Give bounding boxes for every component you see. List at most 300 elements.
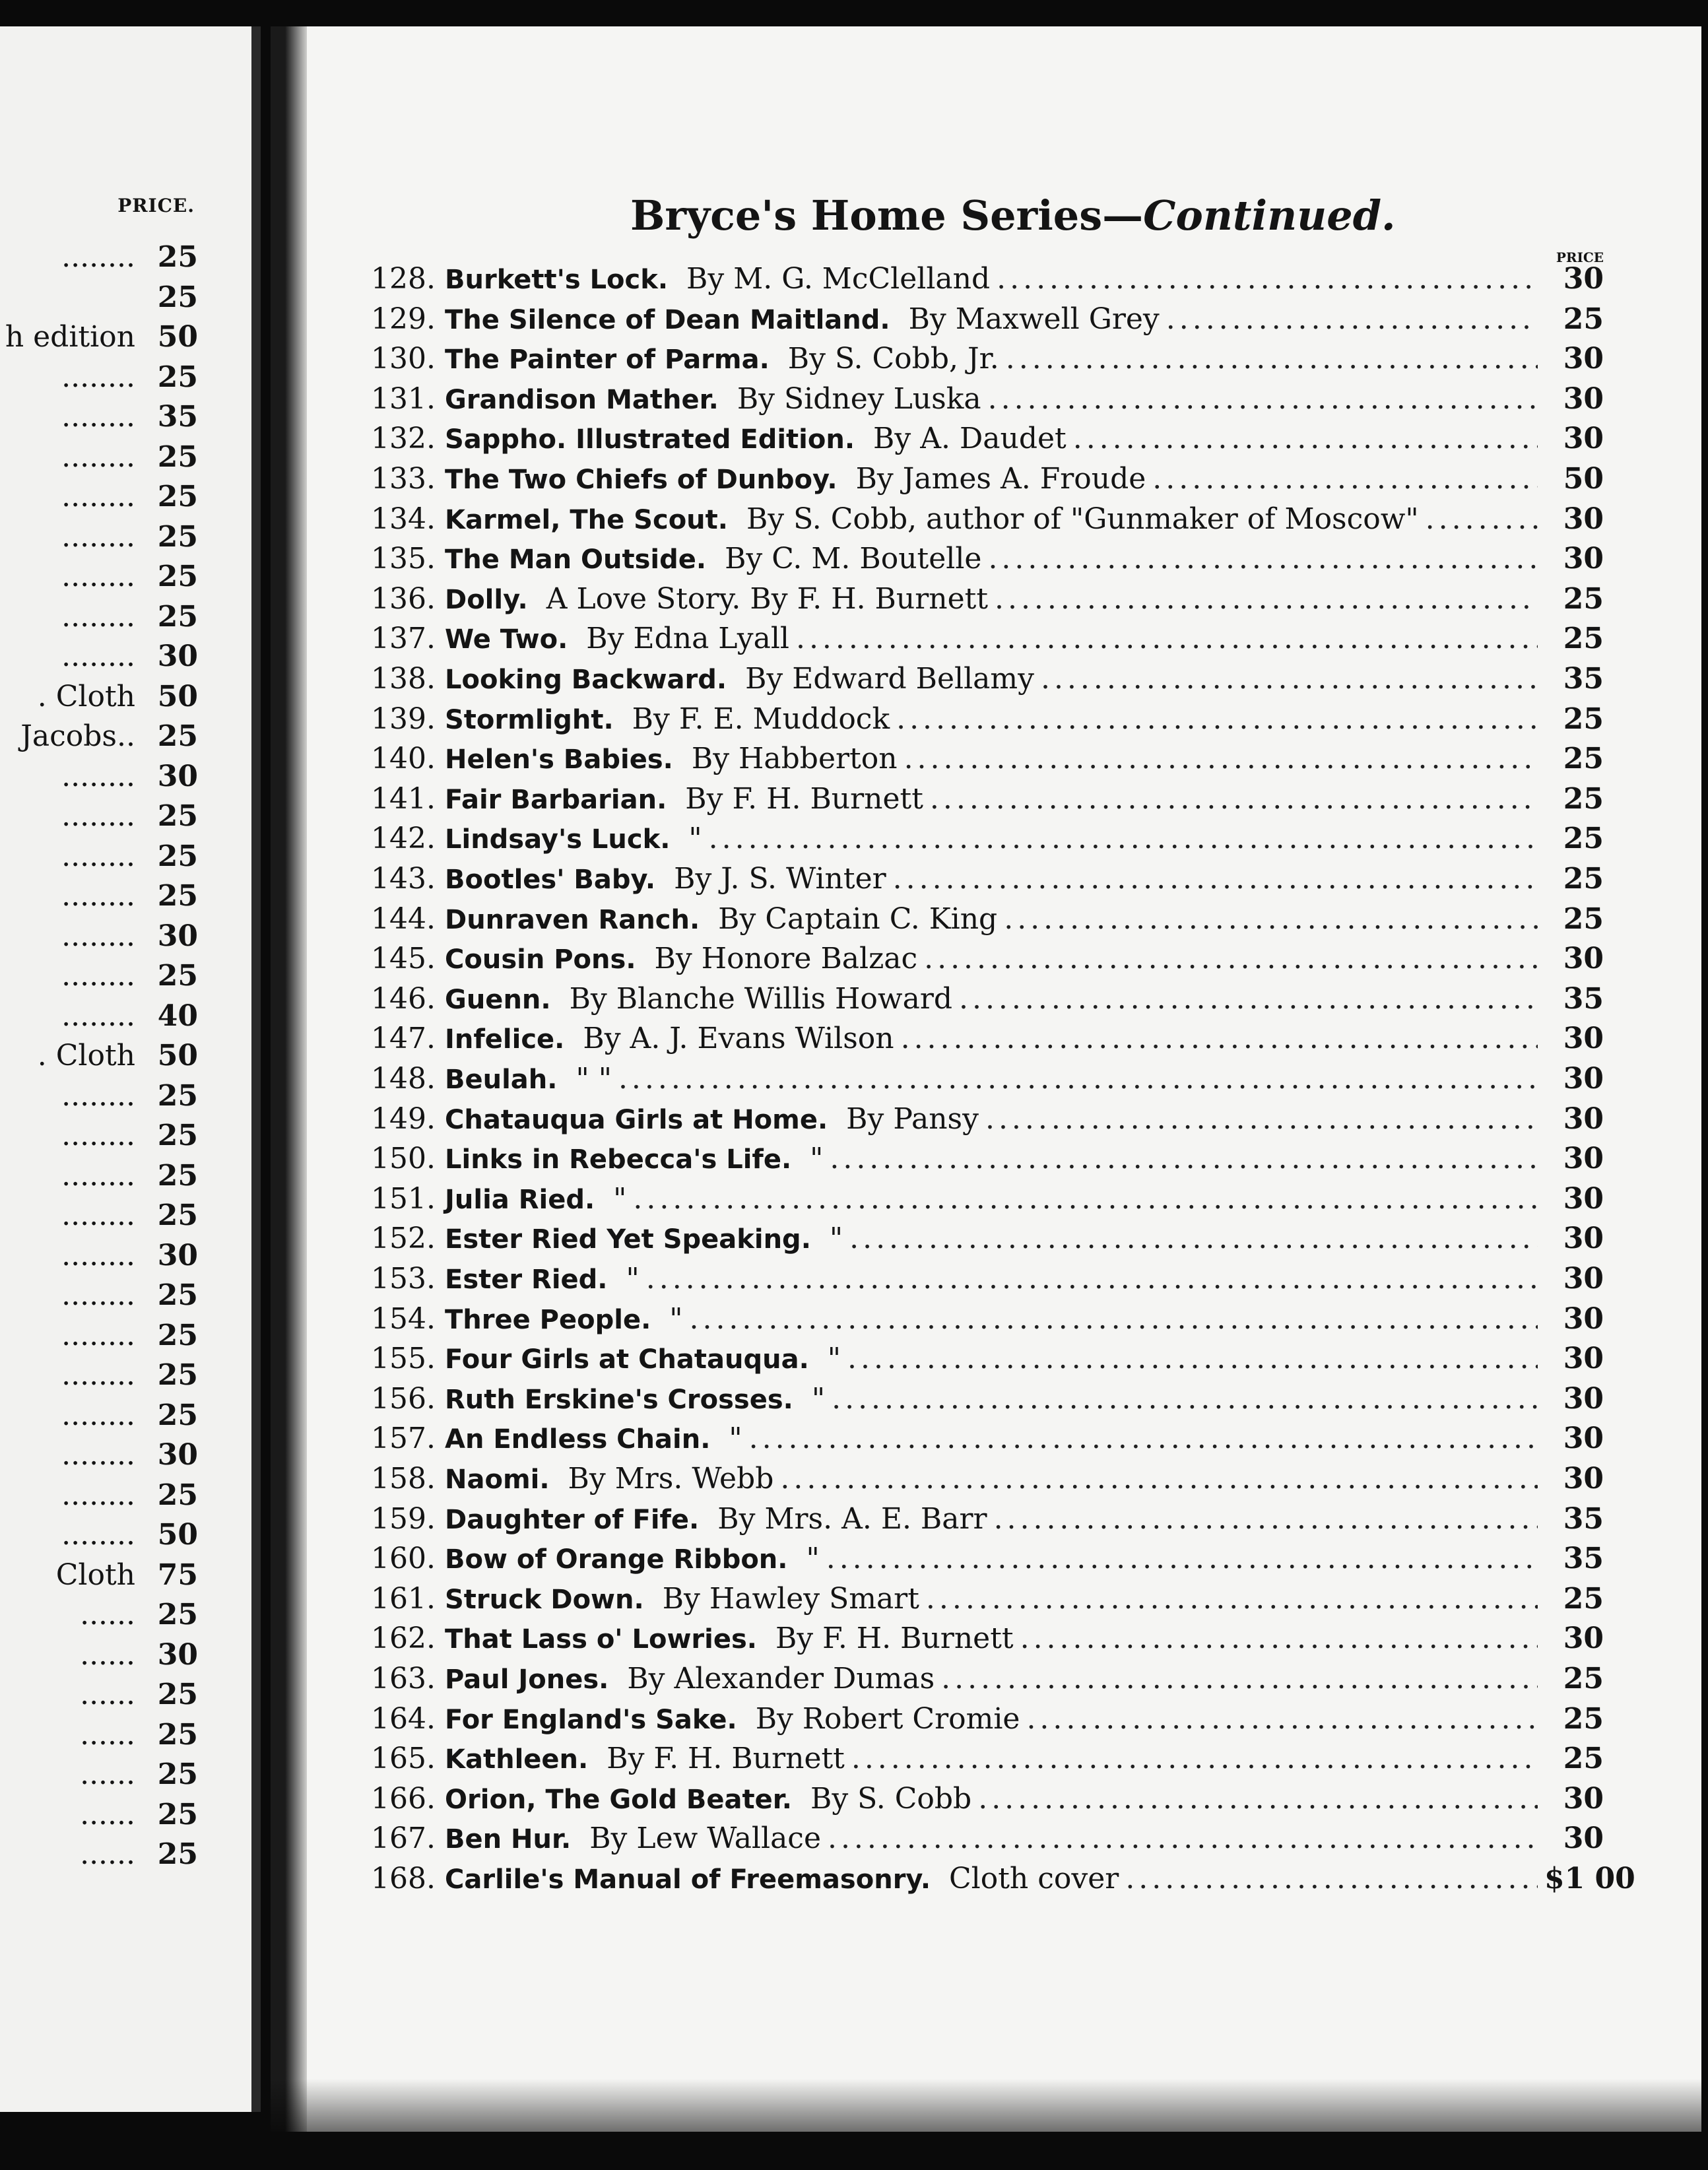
entry-price: 30 bbox=[1563, 381, 1604, 416]
entry-number: 167. bbox=[371, 1822, 436, 1856]
entry-title: Bow of Orange Ribbon. bbox=[445, 1544, 788, 1575]
entry-title: Grandison Mather. bbox=[445, 384, 719, 415]
left-row-text: ...... bbox=[80, 1837, 135, 1871]
entry-number: 145. bbox=[371, 942, 436, 976]
entry-author: By Maxwell Grey bbox=[908, 302, 1160, 336]
entry-number: 144. bbox=[371, 902, 436, 936]
entry-author: By F. H. Burnett bbox=[685, 781, 923, 816]
left-list-row bbox=[0, 438, 198, 477]
entry-number: 149. bbox=[371, 1101, 436, 1136]
entry-author: " bbox=[613, 1181, 627, 1216]
entry-title: An Endless Chain. bbox=[445, 1424, 711, 1455]
entry-number: 139. bbox=[371, 702, 436, 736]
entry-title: The Man Outside. bbox=[445, 544, 707, 575]
dot-leader bbox=[1041, 659, 1538, 699]
left-list-row bbox=[0, 317, 198, 357]
dot-leader bbox=[847, 1338, 1538, 1379]
left-list-row bbox=[0, 557, 198, 597]
left-row-text: ........ bbox=[61, 919, 135, 953]
entry-number: 142. bbox=[371, 822, 436, 856]
entry-price: 30 bbox=[1563, 422, 1604, 456]
entry-price: 30 bbox=[1563, 1462, 1604, 1496]
entry-number: 165. bbox=[371, 1742, 436, 1776]
entry-price: 25 bbox=[1563, 822, 1604, 856]
entry-number: 164. bbox=[371, 1701, 436, 1736]
book-entry bbox=[363, 1499, 1604, 1539]
entry-author: By Captain C. King bbox=[718, 902, 998, 936]
left-list-row bbox=[0, 1635, 198, 1675]
entry-price: 25 bbox=[1563, 902, 1604, 936]
dot-leader bbox=[1006, 339, 1538, 379]
continued-label: Continued. bbox=[1143, 191, 1396, 240]
entry-price: 35 bbox=[1563, 981, 1604, 1016]
dot-leader bbox=[1152, 459, 1538, 499]
left-list-row bbox=[0, 1715, 198, 1755]
left-row-price: 25 bbox=[157, 799, 198, 833]
entry-price: 25 bbox=[1563, 702, 1604, 736]
left-list-row bbox=[0, 637, 198, 676]
dot-leader bbox=[896, 699, 1538, 739]
book-entry bbox=[363, 699, 1604, 739]
left-row-price: 50 bbox=[157, 679, 198, 713]
entry-price: 30 bbox=[1563, 262, 1604, 296]
left-row-text: ........ bbox=[61, 560, 135, 593]
entry-price: 25 bbox=[1563, 781, 1604, 816]
left-list-row bbox=[0, 1556, 198, 1595]
left-row-price: 25 bbox=[157, 360, 198, 394]
dot-leader bbox=[904, 739, 1538, 779]
left-row-text: h edition bbox=[5, 320, 135, 354]
left-row-text: ........ bbox=[61, 1478, 135, 1512]
dot-leader bbox=[851, 1738, 1538, 1779]
left-row-text: ........ bbox=[61, 640, 135, 673]
left-list-row bbox=[0, 677, 198, 717]
entry-number: 135. bbox=[371, 542, 436, 576]
left-row-price: 25 bbox=[157, 560, 198, 593]
entry-price: 30 bbox=[1563, 1062, 1604, 1096]
entry-title: Chatauqua Girls at Home. bbox=[445, 1104, 828, 1135]
entry-author: By F. H. Burnett bbox=[607, 1742, 845, 1776]
entry-number: 132. bbox=[371, 422, 436, 456]
left-row-text: ........ bbox=[61, 1318, 135, 1352]
entry-price: $1 00 bbox=[1544, 1862, 1635, 1895]
left-row-text: ........ bbox=[61, 1078, 135, 1113]
dot-leader bbox=[959, 979, 1538, 1019]
entry-price: 30 bbox=[1563, 1142, 1604, 1176]
book-entry bbox=[363, 938, 1604, 979]
book-entry bbox=[363, 1579, 1604, 1619]
left-list-row bbox=[0, 757, 198, 797]
left-row-price: 25 bbox=[157, 1717, 198, 1752]
book-entry bbox=[363, 1699, 1604, 1739]
entry-author: By M. G. McClelland bbox=[686, 262, 991, 296]
left-row-price: 25 bbox=[157, 719, 198, 753]
entry-number: 131. bbox=[371, 381, 436, 416]
left-list-row bbox=[0, 1515, 198, 1555]
dot-leader bbox=[930, 779, 1538, 819]
book-entry bbox=[363, 1538, 1604, 1579]
left-row-text: ...... bbox=[80, 1717, 135, 1752]
left-row-price: 25 bbox=[157, 1478, 198, 1512]
dot-leader bbox=[633, 1179, 1538, 1219]
entry-author: By A. Daudet bbox=[873, 422, 1067, 456]
left-list-row bbox=[0, 917, 198, 956]
book-entry bbox=[363, 979, 1604, 1019]
left-row-price: 25 bbox=[157, 440, 198, 474]
dot-leader bbox=[926, 1579, 1538, 1619]
entry-price: 30 bbox=[1563, 1781, 1604, 1816]
book-entry bbox=[363, 1299, 1604, 1339]
entry-title: Looking Backward. bbox=[445, 665, 727, 695]
entry-price: 25 bbox=[1563, 581, 1604, 616]
left-row-price: 50 bbox=[157, 320, 198, 354]
entry-number: 152. bbox=[371, 1222, 436, 1256]
entry-author: By Edward Bellamy bbox=[745, 662, 1034, 696]
left-row-price: 50 bbox=[157, 1518, 198, 1552]
left-list-row bbox=[0, 1675, 198, 1715]
left-row-price: 30 bbox=[157, 919, 198, 953]
book-entry bbox=[363, 259, 1604, 299]
left-row-text: ........ bbox=[61, 1238, 135, 1272]
left-list-row bbox=[0, 1396, 198, 1435]
entry-number: 156. bbox=[371, 1381, 436, 1416]
left-list-row bbox=[0, 238, 198, 277]
entry-number: 128. bbox=[371, 262, 436, 296]
left-list-row bbox=[0, 477, 198, 517]
entry-number: 159. bbox=[371, 1501, 436, 1536]
dot-leader bbox=[941, 1659, 1538, 1699]
entry-author: " bbox=[827, 1342, 841, 1376]
left-row-text: ........ bbox=[61, 519, 135, 554]
book-entry bbox=[363, 1179, 1604, 1219]
entry-author: By A. J. Evans Wilson bbox=[583, 1022, 894, 1056]
dot-leader bbox=[709, 818, 1538, 859]
entry-number: 141. bbox=[371, 781, 436, 816]
book-entry bbox=[363, 818, 1604, 859]
book-entry bbox=[363, 1218, 1604, 1259]
entry-title: The Painter of Parma. bbox=[445, 345, 770, 376]
dot-leader bbox=[997, 259, 1538, 299]
entry-title: Sappho. Illustrated Edition. bbox=[445, 424, 855, 455]
dot-leader bbox=[1073, 418, 1538, 459]
book-entry bbox=[363, 1099, 1604, 1139]
left-row-price: 30 bbox=[157, 1438, 198, 1472]
entry-title: We Two. bbox=[445, 624, 568, 655]
left-list-row bbox=[0, 1755, 198, 1794]
entry-author: " bbox=[811, 1381, 826, 1416]
entry-price: 50 bbox=[1563, 462, 1604, 496]
entry-title: Infelice. bbox=[445, 1024, 565, 1055]
book-entry bbox=[363, 1779, 1604, 1819]
dot-leader bbox=[618, 1059, 1538, 1099]
entry-title: Orion, The Gold Beater. bbox=[445, 1784, 792, 1815]
entry-title: The Two Chiefs of Dunboy. bbox=[445, 465, 838, 495]
book-entry bbox=[363, 1738, 1604, 1779]
entry-author: " bbox=[806, 1542, 820, 1576]
left-row-text: Cloth bbox=[55, 1558, 135, 1592]
left-row-text: ........ bbox=[61, 1278, 135, 1312]
dot-leader bbox=[826, 1538, 1538, 1579]
book-entry bbox=[363, 859, 1604, 899]
left-list-row bbox=[0, 797, 198, 836]
left-list-row bbox=[0, 1236, 198, 1276]
entry-price: 25 bbox=[1563, 862, 1604, 896]
book-entry bbox=[363, 299, 1604, 339]
book-entry bbox=[363, 618, 1604, 659]
entry-author: By Edna Lyall bbox=[586, 622, 789, 656]
dot-leader bbox=[749, 1418, 1538, 1459]
entry-title: Carlile's Manual of Freemasonry. bbox=[445, 1864, 931, 1895]
left-row-text: ........ bbox=[61, 839, 135, 873]
dot-leader bbox=[978, 1779, 1538, 1819]
entry-number: 147. bbox=[371, 1022, 436, 1056]
left-list-row bbox=[0, 837, 198, 876]
entry-author: By Pansy bbox=[846, 1101, 979, 1136]
entry-number: 161. bbox=[371, 1581, 436, 1616]
entry-price: 30 bbox=[1563, 1181, 1604, 1216]
dot-leader bbox=[994, 1499, 1538, 1539]
left-row-text: . Cloth bbox=[37, 679, 135, 713]
dot-leader bbox=[985, 1099, 1538, 1139]
entry-number: 150. bbox=[371, 1142, 436, 1176]
left-row-price: 25 bbox=[157, 1678, 198, 1711]
left-row-text: Jacobs.. bbox=[20, 719, 135, 753]
entry-number: 166. bbox=[371, 1781, 436, 1816]
book-entry bbox=[363, 779, 1604, 819]
dot-leader bbox=[1026, 1699, 1538, 1739]
book-entry bbox=[363, 1659, 1604, 1699]
entry-author: By Robert Cromie bbox=[755, 1701, 1020, 1736]
left-row-price: 30 bbox=[157, 1238, 198, 1272]
entry-price: 25 bbox=[1563, 742, 1604, 776]
book-entry bbox=[363, 459, 1604, 499]
entry-title: Links in Rebecca's Life. bbox=[445, 1144, 792, 1175]
left-row-text: ........ bbox=[61, 759, 135, 793]
left-row-price: 25 bbox=[157, 1078, 198, 1113]
dot-leader bbox=[849, 1218, 1538, 1259]
entry-title: For England's Sake. bbox=[445, 1704, 737, 1735]
entry-author: By S. Cobb bbox=[810, 1781, 972, 1816]
entry-title: Struck Down. bbox=[445, 1584, 644, 1615]
series-title: Bryce's Home Series— bbox=[630, 191, 1144, 240]
entry-price: 25 bbox=[1563, 1581, 1604, 1616]
page-shadow bbox=[271, 2079, 1701, 2132]
entry-title: Three People. bbox=[445, 1304, 651, 1335]
left-list-row bbox=[0, 278, 198, 317]
entry-title: Burkett's Lock. bbox=[445, 265, 669, 295]
left-row-text: ........ bbox=[61, 1398, 135, 1432]
left-row-text: ........ bbox=[61, 799, 135, 833]
left-list-row bbox=[0, 1356, 198, 1395]
entry-price: 30 bbox=[1563, 1622, 1604, 1656]
dot-leader bbox=[828, 1818, 1538, 1858]
entry-author: By Habberton bbox=[691, 742, 898, 776]
entry-price: 30 bbox=[1563, 1101, 1604, 1136]
left-row-price: 25 bbox=[157, 280, 198, 314]
entry-author: By F. H. Burnett bbox=[775, 1622, 1014, 1656]
left-list-row bbox=[0, 397, 198, 437]
entry-number: 137. bbox=[371, 622, 436, 656]
dot-leader bbox=[1125, 1858, 1538, 1899]
left-row-text: ........ bbox=[61, 1438, 135, 1472]
entry-title: Ben Hur. bbox=[445, 1824, 572, 1855]
left-page-fragment bbox=[0, 26, 261, 2112]
entry-title: Helen's Babies. bbox=[445, 744, 673, 775]
left-list-row bbox=[0, 1156, 198, 1196]
entry-author: By Lew Wallace bbox=[589, 1822, 821, 1856]
entry-number: 154. bbox=[371, 1301, 436, 1336]
entry-price: 30 bbox=[1563, 1222, 1604, 1256]
left-row-price: 25 bbox=[157, 1358, 198, 1392]
dot-leader bbox=[988, 379, 1538, 419]
left-list-row bbox=[0, 997, 198, 1036]
entry-title: Ester Ried Yet Speaking. bbox=[445, 1224, 811, 1255]
left-row-price: 25 bbox=[157, 480, 198, 513]
entry-number: 160. bbox=[371, 1542, 436, 1576]
left-list-row bbox=[0, 1595, 198, 1635]
book-entry bbox=[363, 379, 1604, 419]
entry-number: 130. bbox=[371, 342, 436, 376]
left-list-row bbox=[0, 1435, 198, 1475]
book-entry bbox=[363, 1818, 1604, 1858]
entry-number: 157. bbox=[371, 1422, 436, 1456]
entry-number: 138. bbox=[371, 662, 436, 696]
entry-title: The Silence of Dean Maitland. bbox=[445, 304, 890, 335]
book-entry bbox=[363, 1018, 1604, 1059]
entry-price: 30 bbox=[1563, 1422, 1604, 1456]
entry-author: By S. Cobb, author of "Gunmaker of Moscow" bbox=[746, 502, 1419, 536]
left-row-price: 25 bbox=[157, 1797, 198, 1831]
entry-title: Lindsay's Luck. bbox=[445, 824, 671, 855]
entry-price: 30 bbox=[1563, 1022, 1604, 1056]
entry-title: Fair Barbarian. bbox=[445, 784, 667, 815]
left-row-text: ........ bbox=[61, 959, 135, 993]
left-row-price: 25 bbox=[157, 1758, 198, 1791]
left-row-price: 25 bbox=[157, 879, 198, 913]
left-row-price: 25 bbox=[157, 1158, 198, 1193]
book-entry bbox=[363, 739, 1604, 779]
entry-price: 30 bbox=[1563, 502, 1604, 536]
entry-title: Ester Ried. bbox=[445, 1265, 608, 1295]
dot-leader bbox=[796, 618, 1538, 659]
left-row-price: 25 bbox=[157, 1598, 198, 1631]
left-list-row bbox=[0, 1076, 198, 1116]
entry-author: By Blanche Willis Howard bbox=[569, 981, 953, 1016]
dot-leader bbox=[1020, 1618, 1538, 1659]
entry-author: By C. M. Boutelle bbox=[725, 542, 982, 576]
left-row-text: ........ bbox=[61, 599, 135, 634]
entry-author: " bbox=[626, 1262, 640, 1296]
entry-title: Naomi. bbox=[445, 1464, 550, 1495]
book-entry bbox=[363, 1858, 1635, 1899]
entry-author: By Honore Balzac bbox=[654, 942, 918, 976]
entry-title: Dolly. bbox=[445, 584, 528, 615]
left-list-row bbox=[0, 1116, 198, 1156]
book-entry bbox=[363, 539, 1604, 579]
left-row-price: 25 bbox=[157, 1398, 198, 1432]
entry-author: Cloth cover bbox=[949, 1862, 1119, 1895]
left-list-row bbox=[0, 876, 198, 916]
left-row-price: 75 bbox=[157, 1558, 198, 1592]
dot-leader bbox=[646, 1259, 1538, 1299]
left-price-header: PRICE. bbox=[117, 195, 195, 216]
dot-leader bbox=[901, 1018, 1538, 1059]
entry-price: 30 bbox=[1563, 1822, 1604, 1856]
book-entry bbox=[363, 1459, 1604, 1499]
entry-title: Paul Jones. bbox=[445, 1664, 609, 1695]
entry-author: " " bbox=[575, 1062, 612, 1096]
dot-leader bbox=[830, 1138, 1538, 1179]
entry-title: Guenn. bbox=[445, 984, 551, 1015]
book-entry bbox=[363, 339, 1604, 379]
left-list-row bbox=[0, 1476, 198, 1515]
left-row-text: ........ bbox=[61, 400, 135, 434]
left-row-text: ...... bbox=[80, 1598, 135, 1631]
left-list-row bbox=[0, 597, 198, 637]
entry-title: That Lass o' Lowries. bbox=[445, 1624, 757, 1655]
entry-number: 163. bbox=[371, 1662, 436, 1695]
dot-leader bbox=[995, 579, 1538, 619]
entry-number: 136. bbox=[371, 581, 436, 616]
entry-title: Daughter of Fife. bbox=[445, 1504, 700, 1535]
left-row-price: 25 bbox=[157, 519, 198, 554]
entry-price: 30 bbox=[1563, 342, 1604, 376]
left-row-text: ........ bbox=[61, 440, 135, 474]
entry-price: 25 bbox=[1563, 1662, 1604, 1695]
left-row-price: 25 bbox=[157, 1837, 198, 1871]
left-row-text: ...... bbox=[80, 1758, 135, 1791]
dot-leader bbox=[893, 859, 1538, 899]
entry-number: 134. bbox=[371, 502, 436, 536]
entry-author: By Hawley Smart bbox=[662, 1581, 919, 1616]
entry-number: 140. bbox=[371, 742, 436, 776]
left-row-text: ...... bbox=[80, 1637, 135, 1672]
book-entry bbox=[363, 659, 1604, 699]
left-row-text: ........ bbox=[61, 1158, 135, 1193]
dot-leader bbox=[1004, 899, 1538, 939]
entry-number: 143. bbox=[371, 862, 436, 896]
entry-number: 146. bbox=[371, 981, 436, 1016]
entry-price: 25 bbox=[1563, 302, 1604, 336]
entry-price: 25 bbox=[1563, 622, 1604, 656]
left-list-row bbox=[0, 517, 198, 557]
dot-leader bbox=[988, 539, 1538, 579]
book-entry bbox=[363, 1138, 1604, 1179]
left-row-price: 50 bbox=[157, 1039, 198, 1072]
entry-title: Ruth Erskine's Crosses. bbox=[445, 1384, 793, 1415]
entry-price: 30 bbox=[1563, 1262, 1604, 1296]
entry-title: Beulah. bbox=[445, 1065, 558, 1095]
left-row-text: ...... bbox=[80, 1678, 135, 1711]
book-entry bbox=[363, 418, 1604, 459]
page-edge bbox=[251, 26, 261, 2112]
left-row-price: 35 bbox=[157, 400, 198, 434]
left-list-row bbox=[0, 1196, 198, 1235]
book-entry bbox=[363, 899, 1604, 939]
entry-author: " bbox=[829, 1222, 843, 1256]
price-column-header: PRICE bbox=[1556, 249, 1604, 265]
left-row-text: ........ bbox=[61, 1358, 135, 1392]
left-row-text: . Cloth bbox=[37, 1039, 135, 1072]
entry-price: 35 bbox=[1563, 662, 1604, 696]
left-list-row bbox=[0, 956, 198, 996]
book-entry bbox=[363, 1059, 1604, 1099]
entry-price: 35 bbox=[1563, 1501, 1604, 1536]
entry-title: Cousin Pons. bbox=[445, 944, 636, 975]
entry-price: 30 bbox=[1563, 1301, 1604, 1336]
entry-author: By S. Cobb, Jr. bbox=[787, 342, 999, 376]
right-page bbox=[271, 26, 1701, 2132]
